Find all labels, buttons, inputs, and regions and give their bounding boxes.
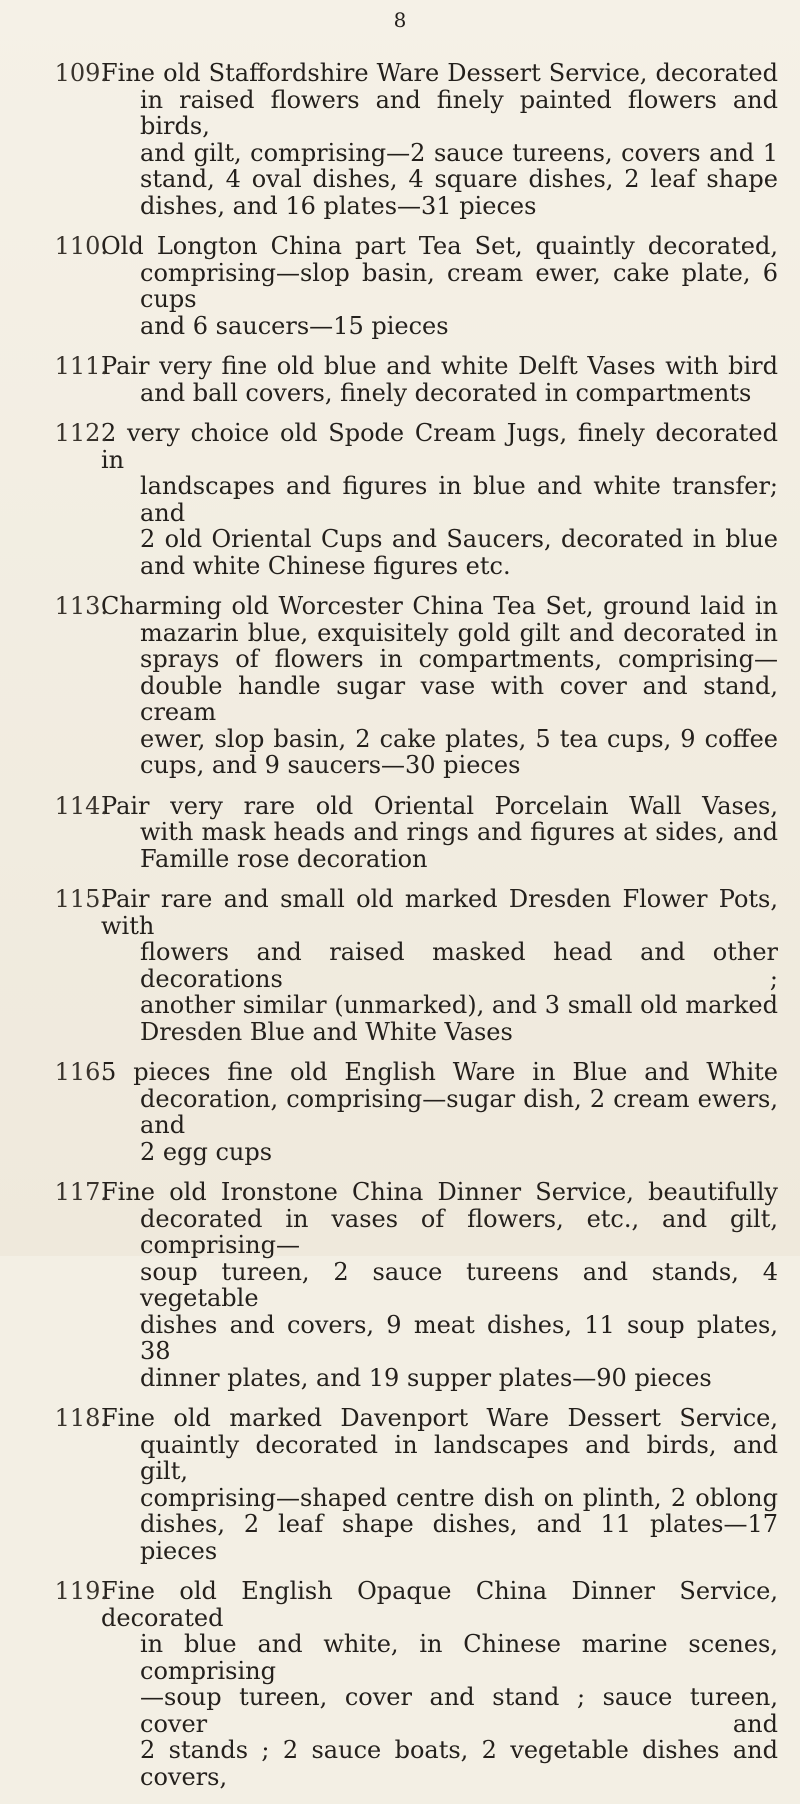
lot-number: 110. (54, 232, 108, 260)
page-number: 8 (393, 8, 407, 32)
lot-entry (0, 1405, 800, 1564)
lot-number: 109. (54, 59, 108, 87)
lot-description-line: flowers and raised masked head and other decorations ; (140, 938, 778, 993)
lot-entry (0, 1179, 800, 1391)
lot-title-line: Fine old Staffordshire Ware Dessert Service, decorated (101, 59, 778, 87)
lot-number: 118. (54, 1404, 108, 1432)
lot-title-line: Pair very rare old Oriental Porcelain Wall Vases, (101, 791, 778, 820)
lot-number: 113. (54, 592, 108, 620)
lot-entry (0, 353, 800, 406)
lot-number: 112. (54, 419, 108, 447)
lot-title-line: 2 very choice old Spode Cream Jugs, finely decorated in (101, 419, 778, 474)
lot-description-line: and 6 saucers—15 pieces (140, 311, 449, 340)
lot-description-line: landscapes and figures in blue and white transfer; and (140, 472, 778, 527)
lot-title-line: 5 pieces fine old English Ware in Blue and White (101, 1058, 778, 1086)
lot-description-line: —soup tureen, cover and stand ; sauce tureen, cover and (140, 1683, 778, 1738)
lot-entry (0, 1059, 800, 1165)
lot-title-line: Pair very fine old blue and white Delft Vases with bird (101, 352, 778, 380)
lot-title-line: Fine old Ironstone China Dinner Service, beautifully (101, 1178, 778, 1206)
lot-number: 115. (54, 885, 108, 913)
lot-description-line: Dresden Blue and White Vases (140, 1017, 513, 1046)
lot-description-line: dishes and covers, 9 meat dishes, 11 soup plates, 38 (140, 1310, 778, 1365)
lot-description-line: another similar (unmarked), and 3 small old marked (140, 991, 778, 1019)
lot-description-line: sprays of flowers in compartments, comprising— (140, 645, 778, 673)
lot-description-line: Famille rose decoration (140, 844, 428, 873)
lot-description-line: and ball covers, finely decorated in compartments (140, 378, 752, 407)
lot-number: 119. (54, 1577, 108, 1605)
lot-title-line: Fine old marked Davenport Ware Dessert Service, (101, 1404, 778, 1432)
lot-title-line: Pair rare and small old marked Dresden Flower Pots, with (101, 885, 778, 940)
lot-entry (0, 233, 800, 339)
lot-description-line: dishes, and 16 plates—31 pieces (140, 191, 537, 220)
lot-number: 111. (54, 352, 108, 380)
lot-description-line: cups, and 9 saucers—30 pieces (140, 751, 521, 779)
lot-description-line: in blue and white, in Chinese marine scenes, comprising (140, 1630, 778, 1685)
lot-description-line: 2 egg cups (140, 1137, 273, 1166)
lot-entry (0, 593, 800, 779)
lot-description-line: 2 old Oriental Cups and Saucers, decorated in blue (140, 525, 778, 553)
lot-description-line: decoration, comprising—sugar dish, 2 cream ewers, and (140, 1084, 778, 1139)
lot-entry (0, 793, 800, 873)
lot-description-line: quaintly decorated in landscapes and birds, and gilt, (140, 1430, 778, 1485)
lot-description-line: dishes, 2 leaf shape dishes, and 11 plates—17 pieces (140, 1510, 778, 1565)
lot-number: 117. (54, 1178, 108, 1206)
lot-title-line: Old Longton China part Tea Set, quaintly decorated, (101, 232, 778, 260)
lot-entry (0, 1578, 800, 1790)
lot-description-line: comprising—slop basin, cream ewer, cake plate, 6 cups (140, 258, 778, 313)
lot-entry (0, 420, 800, 579)
lot-description-line: comprising—shaped centre dish on plinth, 2 oblong (140, 1483, 778, 1512)
lot-number: 114. (54, 791, 108, 820)
lot-description-line: with mask heads and rings and figures at sides, and (140, 818, 778, 846)
lot-description-line: 2 stands ; 2 sauce boats, 2 vegetable dishes and covers, (140, 1736, 778, 1791)
lot-description-line: mazarin blue, exquisitely gold gilt and decorated in (140, 618, 778, 647)
lot-description-line: ewer, slop basin, 2 cake plates, 5 tea cups, 9 coffee (140, 724, 778, 753)
lot-title-line: Charming old Worcester China Tea Set, ground laid in (101, 592, 778, 620)
lot-description-line: dinner plates, and 19 supper plates—90 pieces (140, 1363, 712, 1392)
lot-description-line: in raised flowers and finely painted flowers and birds, (140, 85, 778, 140)
lot-title-line: Fine old English Opaque China Dinner Service, decorated (101, 1577, 778, 1632)
lot-entry (0, 60, 800, 219)
lot-description-line: double handle sugar vase with cover and stand, cream (140, 671, 778, 726)
lot-number: 116. (54, 1058, 108, 1086)
lot-description-line: and white Chinese figures etc. (140, 551, 511, 580)
lot-list (0, 60, 800, 1804)
lot-entry (0, 886, 800, 1045)
lot-description-line: and gilt, comprising—2 sauce tureens, covers and 1 (140, 138, 778, 167)
lot-description-line: stand, 4 oval dishes, 4 square dishes, 2 leaf shape (140, 165, 778, 193)
lot-description-line: decorated in vases of flowers, etc., and gilt, comprising— (140, 1204, 778, 1259)
lot-description-line: soup tureen, 2 sauce tureens and stands, 4 vegetable (140, 1257, 778, 1312)
